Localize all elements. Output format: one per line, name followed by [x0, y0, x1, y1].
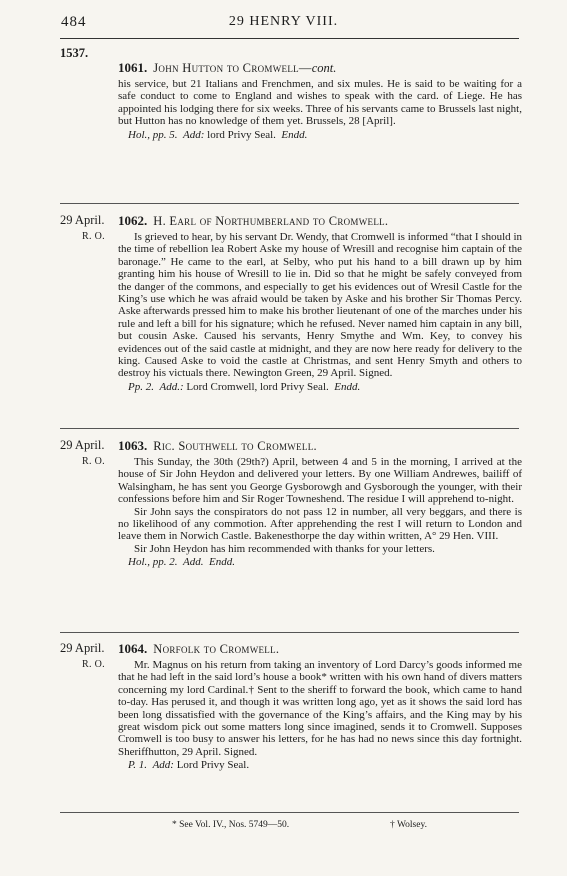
entry-heading: 1062. H. Earl of Northumberland to Cromwell.	[118, 213, 389, 228]
entry-paragraph: This Sunday, the 30th (29th?) April, between 4 and 5 in the morning, I arrived at the house of Sir John Heydon and delivered your letters. By one William Andrewes, bailiff of Walsingham, he has sent you George Gysborowgh and Gysborough the younger, with their confessions before him and Sir Roger Towneshend. The residue I will apprehend to-night.	[118, 456, 522, 506]
year-label: 1537.	[60, 46, 89, 60]
entry-divider	[60, 632, 519, 633]
entry-date: 29 April. R. O.	[60, 641, 105, 670]
entry-date: 29 April. R. O.	[60, 438, 105, 467]
entry-heading: 1061. John Hutton to Cromwell—cont.	[118, 60, 337, 75]
page-number: 484	[61, 14, 87, 30]
entry-divider	[60, 203, 519, 204]
entry-paragraph: Is grieved to hear, by his servant Dr. Wendy, that Cromwell is informed “that I should in the time of rebellion lea Robert Aske my house of Wresill and recognise him captain of the baronage.” He came to the earl, at Selby, who put his hand to a bill drawn up by him granting him his house of Wresill to lie in. Did so that he might be safely conveyed from the danger of the commons, and especially to get his evidences out of Wresil Castle for the King’s use which he was afraid would be taken by Aske and his brother Sir Thomas Percy. Aske afterwards pressed him to make his brother lieutenant of one of the marches under his rule and left a bill for his signature; which he refused. Never named him captain in any bill, but cousin Aske. Caused his servants, Henry Smythe and Wm. Key, to convey his evidences out of the said castle at midnight, and they are now here ready for delivery to the king. Caused Aske to void the castle at Christmas, and sent Henry Smyth and others to destroy his victuals there. Newington Green, 29 April. Signed.	[118, 231, 522, 380]
footnote-2: † Wolsey.	[390, 820, 427, 830]
entry-paragraph: his service, but 21 Italians and Frenchmen, and six mules. He is said to be waiting for a safe conduct to come to England and wishes to speak with the card. of Liege. He has appointed his lodging there for six weeks. Three of his servants came to Brussels last night, but Hutton has no knowledge of them yet. Brussels, 28 [April].	[118, 78, 522, 128]
header-rule	[60, 38, 519, 39]
entry-meta: P. 1. Add: Lord Privy Seal.	[128, 759, 250, 772]
entry-date: 29 April. R. O.	[60, 213, 105, 242]
entry-meta: Pp. 2. Add.: Lord Cromwell, lord Privy Seal. Endd.	[128, 380, 361, 393]
entry-paragraph: Sir John Heydon has him recommended with thanks for your letters.	[134, 542, 435, 555]
entry-meta: Hol., pp. 2. Add. Endd.	[128, 556, 235, 569]
entry-heading: 1064. Norfolk to Cromwell.	[118, 641, 280, 656]
entry-paragraph: Sir John says the conspirators do not pass 12 in number, all very beggars, and there is no likelihood of any commotion. After apprehending the rest I will return to London and leave them in Norwich Castle. Bakenesthorpe the day within written, A° 29 Hen. VIII.	[118, 505, 522, 543]
entry-paragraph: Mr. Magnus on his return from taking an inventory of Lord Darcy’s goods informed me that he had left in the said lord’s house a book* written with his own hand of divers matters concerning my lord Cardinal.† Sent to the sheriff to forward the book, which came to hand to-day. Has perused it, and though it was written long ago, yet as it shows the said lord has been long dissatisfied with the governance of the King’s affairs, and the King may by his great wisdom pick out some matters long since imagined, sends it to Cromwell. Supposes Cromwell is too busy to answer his letters, for he has had no news since this day fortnight. Sheriffhutton, 29 April. Signed.	[118, 659, 522, 758]
footnote-1: * See Vol. IV., Nos. 5749—50.	[172, 820, 290, 830]
footnote-rule	[60, 812, 519, 813]
entry-heading: 1063. Ric. Southwell to Cromwell.	[118, 438, 317, 453]
entry-divider	[60, 428, 519, 429]
running-title: 29 HENRY VIII.	[228, 14, 339, 29]
entry-meta: Hol., pp. 5. Add: lord Privy Seal. Endd.	[128, 128, 308, 141]
